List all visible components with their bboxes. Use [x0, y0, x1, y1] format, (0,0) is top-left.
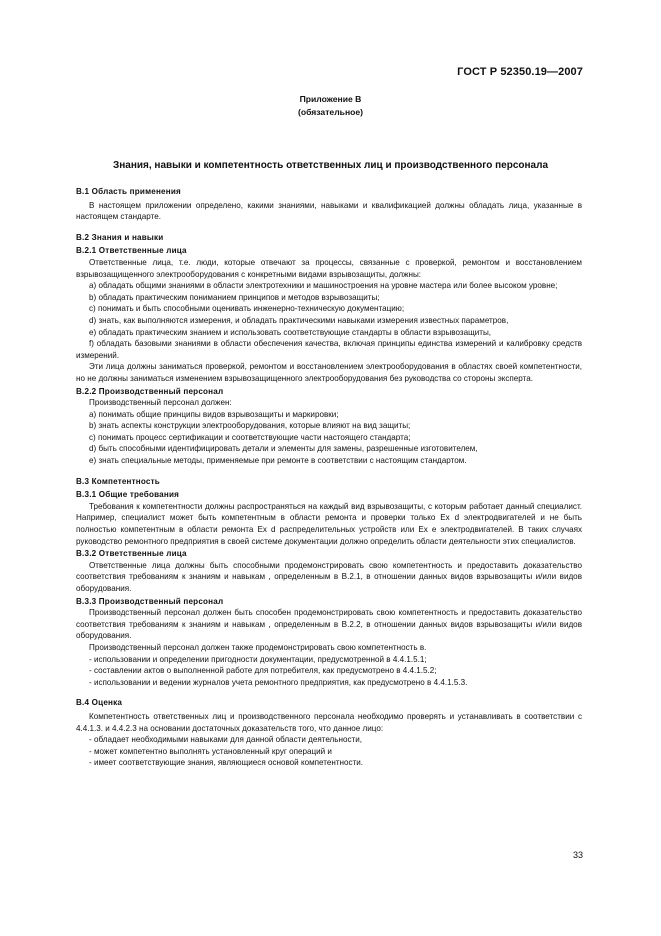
paragraph-b31: Требования к компетентности должны распространяться на каждый вид взрывозащиты, с которым работает данный специалист. Например, специалист может быть компетентным в области ремонта и проверки только Ex d электродвигателей и не быть полностью компетентным в области ремонта Ex d распределительных устройств или Ex e электродвигателей. В таких случаях руководство ремонтного предприятия в своей системе документации должно определить области деятельности этих специалистов.	[76, 501, 582, 546]
annex-title: Приложение В	[299, 94, 362, 104]
page-title: Знания, навыки и компетентность ответственных лиц и производственного персонала	[112, 160, 549, 171]
subsection-heading-b21: В.2.1 Ответственные лица	[76, 246, 187, 256]
list-item: с) понимать и быть способными оценивать инженерно-техническую документацию;	[89, 304, 405, 314]
paragraph-b4: Компетентность ответственных лиц и производственного персонала необходимо проверять и устанавливать в соответствии с 4.4.1.3. и 4.4.2.3 на основании достаточных доказательств того, что данное лицо:	[76, 711, 582, 733]
list-item: а) обладать общими знаниями в области электротехники и машиностроения на уровне мастера или более высоком уровне;	[89, 281, 558, 291]
section-heading-b4: В.4 Оценка	[76, 698, 123, 708]
list-item: - использовании и определении пригодности документации, предусмотренной в 4.4.1.5.1;	[89, 654, 427, 664]
list-item: f) обладать базовыми знаниями в области обеспечения качества, включая принципы единства измерений и калибровку средств измерений.	[76, 339, 582, 360]
document-body	[76, 186, 582, 769]
annex-status: (обязательное)	[297, 107, 364, 117]
list-item: d) знать, как выполняются измерения, и обладать практическими навыками измерения известных параметров,	[89, 315, 509, 325]
list-item: - обладает необходимыми навыками для данной области деятельности,	[89, 735, 362, 745]
list-item: е) знать специальные методы, применяемые при ремонте в соответствии с настоящим стандартом.	[89, 456, 467, 466]
paragraph-b21-intro: Ответственные лица, т.е. люди, которые отвечают за процессы, связанные с проверкой, ремонтом и восстановлением взрывозащищенного электрооборудования с конкретными видами взрывозащиты, должны:	[76, 257, 582, 279]
list-item: е) обладать практическим знанием и использовать соответствующие стандарты в области взрывозащиты,	[89, 327, 492, 337]
list-item: а) понимать общие принципы видов взрывозащиты и маркировки;	[89, 409, 339, 419]
paragraph-b32: Ответственные лица должны быть способными продемонстрировать свою компетентность и предоставить доказательство соответствия требованиям к знаниям и навыкам , определенным в В.2.1, в отношении данных видов взрывозащиты и/или видов оборудования.	[76, 560, 582, 593]
paragraph-b33: Производственный персонал должен быть способен продемонстрировать свою компетентность и предоставить доказательство соответствия требованиям к знаниям и навыкам , определенным в В.2.2, в отношении данных видов взрывозащиты и/или видов оборудования.	[76, 608, 582, 641]
subsection-heading-b33: В.3.3 Производственный персонал	[76, 596, 224, 606]
list-item: b) обладать практическим пониманием принципов и методов взрывозащиты;	[89, 292, 380, 302]
list-item: b) знать аспекты конструкции электрооборудования, которые влияют на вид защиты;	[89, 421, 411, 431]
paragraph-b1: В настоящем приложении определено, какими знаниями, навыками и квалификацией должны обладать лица, указанные в настоящем стандарте.	[76, 200, 582, 222]
document-code: ГОСТ Р 52350.19—2007	[457, 66, 583, 78]
section-heading-b2: В.2 Знания и навыки	[76, 232, 164, 242]
subsection-heading-b31: В.3.1 Общие требования	[76, 490, 180, 500]
subsection-heading-b22: В.2.2 Производственный персонал	[76, 386, 224, 396]
list-item: - имеет соответствующие знания, являющиеся основой компетентности.	[89, 758, 364, 768]
section-heading-b3: В.3 Компетентность	[76, 476, 160, 486]
paragraph-b33-2: Производственный персонал должен также продемонстрировать свою компетентность в.	[89, 642, 427, 652]
subsection-heading-b32: В.3.2 Ответственные лица	[76, 549, 187, 559]
page-number: 33	[572, 850, 583, 860]
list-item: - может компетентно выполнять установленный круг операций и	[89, 746, 332, 756]
list-item: d) быть способными идентифицировать детали и элементы для замены, разрешенные изготовителем,	[89, 444, 478, 454]
paragraph-b22-intro: Производственный персонал должен:	[89, 398, 232, 408]
list-item: - использовании и ведении журналов учета ремонтного предприятия, как предусмотрено в 4.4.1.5.3.	[89, 677, 468, 687]
list-item: с) понимать процесс сертификации и соответствующие части настоящего стандарта;	[89, 432, 411, 442]
list-item: - составлении актов о выполненной работе для потребителя, как предусмотрено в 4.4.1.5.2;	[89, 666, 437, 676]
section-heading-b1: В.1 Область применения	[76, 187, 181, 196]
paragraph-b21-note: Эти лица должны заниматься проверкой, ремонтом и восстановлением электрооборудования в областях своей компетентности, но не должны заниматься изменением взрывозащищенного электрооборудования без руководства со стороны эксперта.	[76, 362, 582, 383]
